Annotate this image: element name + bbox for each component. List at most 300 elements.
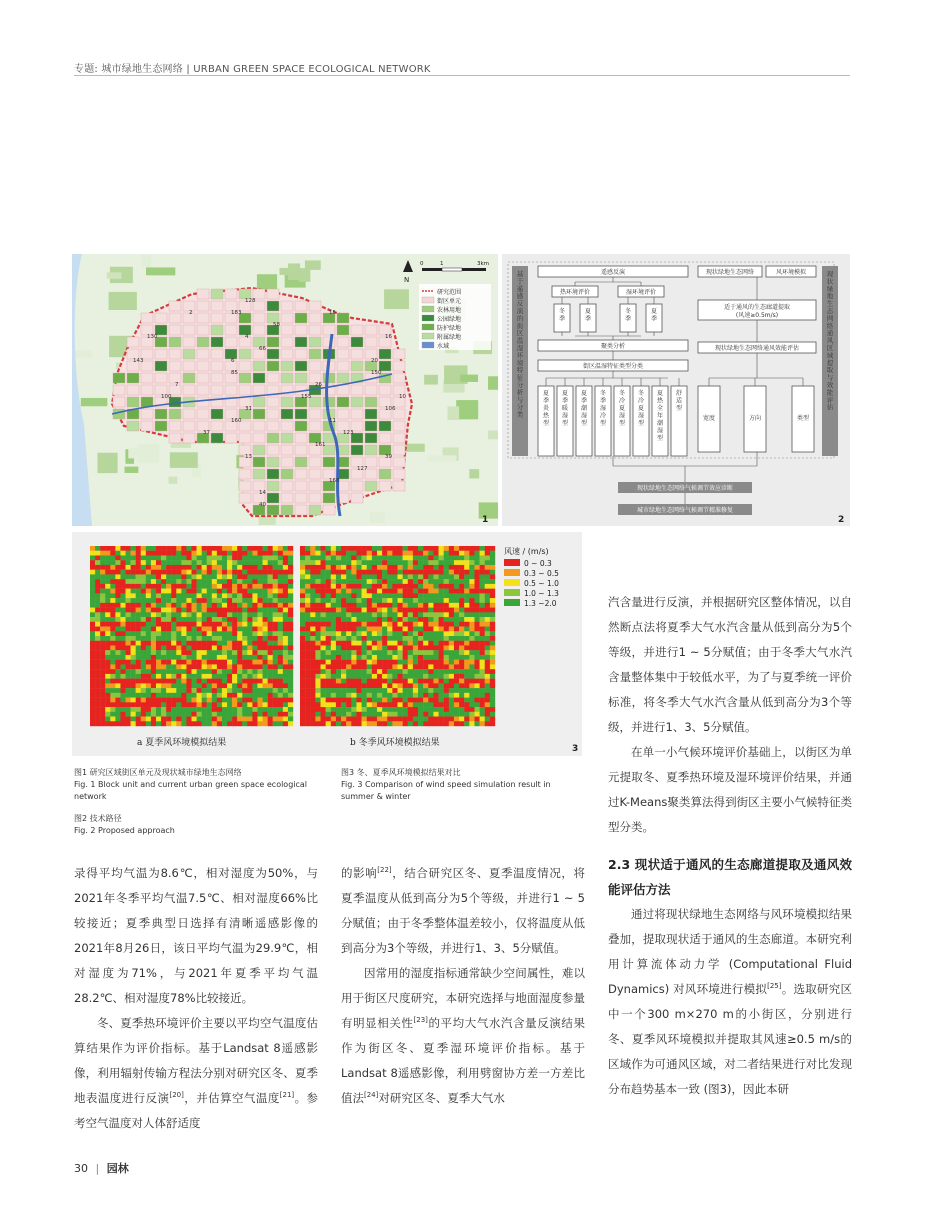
wind-cell xyxy=(263,664,268,669)
wind-cell xyxy=(166,712,171,717)
wind-cell xyxy=(252,622,257,627)
wind-cell xyxy=(300,655,305,660)
wind-cell xyxy=(341,645,346,650)
wind-cell xyxy=(263,560,268,565)
wind-cell xyxy=(156,707,161,712)
box-thermal-label: 热环境评价 xyxy=(559,289,591,296)
legend-swatch xyxy=(422,324,434,330)
wind-cell xyxy=(257,702,262,707)
block-unit-number: 66 xyxy=(259,346,266,352)
wind-cell xyxy=(490,622,495,627)
wind-cell xyxy=(283,674,288,679)
wind-cell xyxy=(351,622,356,627)
block-unit xyxy=(295,445,307,455)
wind-cell xyxy=(283,560,288,565)
wind-cell xyxy=(95,645,100,650)
col1-paragraph-1: 录得平均气温为8.6℃，相对湿度为50%，与2021年冬季平均气温7.5℃、相对湿度66%比较接近；夏季典型日选择有清晰遥感影像的2021年8月26日，该日平均气温为29.9℃，相对湿度为71%，与2021年夏季平均气温28.2℃、相对湿度78%比较接近。 xyxy=(74,866,318,1005)
wind-cell xyxy=(263,698,268,703)
wind-cell xyxy=(403,622,408,627)
wind-cell xyxy=(288,608,293,613)
wind-cell xyxy=(413,574,418,579)
wind-cell xyxy=(413,622,418,627)
wind-cell xyxy=(310,603,315,608)
wind-cell xyxy=(90,574,95,579)
wind-cell xyxy=(336,688,341,693)
wind-cell xyxy=(110,603,115,608)
wind-cell xyxy=(192,579,197,584)
citation-22[interactable]: [22] xyxy=(377,866,392,875)
wind-cell xyxy=(192,721,197,726)
block-unit xyxy=(379,385,391,395)
wind-cell xyxy=(372,636,377,641)
wind-cell xyxy=(413,655,418,660)
wind-cell xyxy=(268,683,273,688)
wind-cell xyxy=(464,636,469,641)
wind-cell xyxy=(156,555,161,560)
wind-cell xyxy=(176,683,181,688)
wind-cell xyxy=(202,645,207,650)
wind-cell xyxy=(326,593,331,598)
wind-cell xyxy=(141,598,146,603)
wind-cell xyxy=(315,584,320,589)
wind-cell xyxy=(449,702,454,707)
wind-cell xyxy=(115,627,120,632)
wind-cell xyxy=(413,683,418,688)
wind-cell xyxy=(351,679,356,684)
wind-cell xyxy=(439,721,444,726)
wind-cell xyxy=(485,636,490,641)
wind-cell xyxy=(242,702,247,707)
wind-cell xyxy=(288,546,293,551)
wind-cell xyxy=(105,664,110,669)
wind-cell xyxy=(126,579,131,584)
wind-cell xyxy=(105,608,110,613)
body-column-1 xyxy=(74,861,318,1136)
wind-cell xyxy=(433,608,438,613)
wind-cell xyxy=(146,603,151,608)
wind-cell xyxy=(480,641,485,646)
wind-cell xyxy=(454,693,459,698)
wind-cell xyxy=(418,593,423,598)
wind-cell xyxy=(356,650,361,655)
wind-cell xyxy=(268,707,273,712)
wind-cell xyxy=(444,589,449,594)
wind-cell xyxy=(186,693,191,698)
wind-cell xyxy=(257,707,262,712)
wind-cell xyxy=(310,593,315,598)
wind-cell xyxy=(161,655,166,660)
wind-cell xyxy=(95,551,100,556)
wind-cell xyxy=(382,574,387,579)
wind-cell xyxy=(237,669,242,674)
wind-cell xyxy=(278,603,283,608)
wind-cell xyxy=(423,679,428,684)
wind-cell xyxy=(336,698,341,703)
wind-cell xyxy=(454,593,459,598)
wind-cell xyxy=(120,574,125,579)
wind-cell xyxy=(100,584,105,589)
wind-cell xyxy=(331,622,336,627)
wind-cell xyxy=(126,584,131,589)
wind-cell xyxy=(331,608,336,613)
wind-cell xyxy=(356,721,361,726)
wind-cell xyxy=(305,546,310,551)
box-humid-summer-label: 夏季 xyxy=(650,308,658,323)
wind-cell xyxy=(120,669,125,674)
wind-cell xyxy=(247,589,252,594)
wind-cell xyxy=(247,627,252,632)
wind-cell xyxy=(490,598,495,603)
wind-cell xyxy=(305,655,310,660)
wind-cell xyxy=(305,551,310,556)
wind-cell xyxy=(202,698,207,703)
wind-cell xyxy=(136,579,141,584)
wind-cell xyxy=(367,717,372,722)
wind-cell xyxy=(300,707,305,712)
citation-20[interactable]: [20] xyxy=(169,1091,184,1100)
wind-cell xyxy=(136,721,141,726)
wind-cell xyxy=(186,560,191,565)
block-unit xyxy=(393,433,405,443)
wind-cell xyxy=(490,579,495,584)
wind-cell xyxy=(166,698,171,703)
wind-cell xyxy=(126,660,131,665)
wind-cell xyxy=(197,627,202,632)
wind-cell xyxy=(161,707,166,712)
wind-cell xyxy=(151,702,156,707)
wind-cell xyxy=(197,669,202,674)
wind-cell xyxy=(131,612,136,617)
wind-cell xyxy=(336,674,341,679)
wind-cell xyxy=(387,617,392,622)
wind-cell xyxy=(283,598,288,603)
wind-cell xyxy=(90,598,95,603)
wind-cell xyxy=(433,707,438,712)
block-unit xyxy=(141,385,153,395)
wind-cell xyxy=(444,717,449,722)
box-type-label: 类型 xyxy=(796,415,810,422)
wind-cell xyxy=(459,574,464,579)
wind-cell xyxy=(403,560,408,565)
wind-cell xyxy=(469,551,474,556)
block-unit xyxy=(309,457,321,467)
wind-cell xyxy=(126,650,131,655)
wind-cell xyxy=(202,631,207,636)
wind-cell xyxy=(131,645,136,650)
wind-cell xyxy=(197,645,202,650)
wind-cell xyxy=(341,664,346,669)
wind-cell xyxy=(300,612,305,617)
wind-cell xyxy=(171,712,176,717)
wind-cell xyxy=(283,655,288,660)
block-unit xyxy=(393,349,405,359)
wind-cell xyxy=(242,560,247,565)
wind-cell xyxy=(283,593,288,598)
wind-cell xyxy=(186,603,191,608)
wind-cell xyxy=(151,560,156,565)
wind-cell xyxy=(433,674,438,679)
wind-cell xyxy=(202,617,207,622)
wind-cell xyxy=(423,579,428,584)
wind-cell xyxy=(315,660,320,665)
wind-cell xyxy=(321,608,326,613)
citation-23[interactable]: [23] xyxy=(413,1016,428,1025)
block-unit xyxy=(281,325,293,335)
wind-cell xyxy=(197,636,202,641)
wind-cell xyxy=(115,589,120,594)
wind-cell xyxy=(126,669,131,674)
wind-cell xyxy=(356,712,361,717)
block-unit xyxy=(295,505,307,515)
wind-cell xyxy=(444,655,449,660)
wind-cell xyxy=(217,560,222,565)
wind-cell xyxy=(217,589,222,594)
wind-cell xyxy=(474,702,479,707)
wind-cell xyxy=(100,650,105,655)
wind-cell xyxy=(126,717,131,722)
wind-cell xyxy=(131,560,136,565)
wind-cell xyxy=(341,688,346,693)
citation-21[interactable]: [21] xyxy=(279,1091,295,1100)
wind-cell xyxy=(305,565,310,570)
wind-cell xyxy=(439,560,444,565)
wind-cell xyxy=(242,570,247,575)
wind-cell xyxy=(151,579,156,584)
wind-cell xyxy=(418,570,423,575)
wind-cell xyxy=(367,565,372,570)
block-unit xyxy=(267,493,279,503)
wind-cell xyxy=(120,702,125,707)
wind-cell xyxy=(110,565,115,570)
wind-cell xyxy=(141,641,146,646)
wind-cell xyxy=(321,560,326,565)
wind-cell xyxy=(408,551,413,556)
wind-cell xyxy=(382,712,387,717)
wind-cell xyxy=(367,593,372,598)
wind-cell xyxy=(356,584,361,589)
wind-cell xyxy=(485,574,490,579)
wind-cell xyxy=(166,584,171,589)
wind-cell xyxy=(377,641,382,646)
wind-cell xyxy=(95,717,100,722)
wind-cell xyxy=(346,688,351,693)
wind-cell xyxy=(120,551,125,556)
wind-cell xyxy=(367,641,372,646)
wind-cell xyxy=(367,551,372,556)
wind-cell xyxy=(268,560,273,565)
legend-label: 附属绿地 xyxy=(437,334,462,341)
wind-cell xyxy=(326,655,331,660)
block-unit xyxy=(253,445,265,455)
wind-cell xyxy=(288,593,293,598)
wind-cell xyxy=(90,546,95,551)
wind-cell xyxy=(283,717,288,722)
wind-cell xyxy=(212,636,217,641)
wind-cell xyxy=(176,584,181,589)
wind-cell xyxy=(192,551,197,556)
wind-cell xyxy=(372,617,377,622)
wind-cell xyxy=(192,641,197,646)
wind-cell xyxy=(403,636,408,641)
wind-cell xyxy=(387,555,392,560)
wind-cell xyxy=(367,679,372,684)
wind-cell xyxy=(181,669,186,674)
block-unit xyxy=(169,325,181,335)
wind-cell xyxy=(197,560,202,565)
wind-cell xyxy=(315,636,320,641)
block-unit xyxy=(267,457,279,467)
wind-cell xyxy=(341,560,346,565)
wind-cell xyxy=(321,683,326,688)
wind-cell xyxy=(115,551,120,556)
wind-cell xyxy=(110,589,115,594)
wind-cell xyxy=(247,641,252,646)
wind-cell xyxy=(207,565,212,570)
wind-cell xyxy=(171,570,176,575)
wind-cell xyxy=(100,702,105,707)
wind-cell xyxy=(136,565,141,570)
wind-cell xyxy=(283,679,288,684)
wind-cell xyxy=(454,598,459,603)
wind-cell xyxy=(341,707,346,712)
figure-2-svg xyxy=(502,254,850,526)
wind-cell xyxy=(141,712,146,717)
wind-cell xyxy=(171,721,176,726)
wind-cell xyxy=(131,598,136,603)
wind-cell xyxy=(392,574,397,579)
wind-cell xyxy=(120,631,125,636)
wind-cell xyxy=(367,645,372,650)
wind-cell xyxy=(444,631,449,636)
wind-cell xyxy=(315,679,320,684)
wind-cell xyxy=(315,655,320,660)
wind-cell xyxy=(207,702,212,707)
wind-cell xyxy=(268,645,273,650)
wind-cell xyxy=(105,631,110,636)
wind-cell xyxy=(120,683,125,688)
wind-cell xyxy=(197,660,202,665)
wind-cell xyxy=(120,650,125,655)
wind-cell xyxy=(161,574,166,579)
wind-cell xyxy=(212,560,217,565)
box-humid-winter-label: 冬季 xyxy=(624,308,632,323)
wind-cell xyxy=(321,674,326,679)
wind-cell xyxy=(161,560,166,565)
caption-fig3-en: Fig. 3 Comparison of wind speed simulation result in summer & winter xyxy=(341,780,551,801)
citation-25[interactable]: [25] xyxy=(767,982,782,991)
wind-cell xyxy=(428,622,433,627)
wind-cell xyxy=(326,688,331,693)
wind-cell xyxy=(131,570,136,575)
wind-cell xyxy=(247,570,252,575)
wind-cell xyxy=(433,679,438,684)
wind-cell xyxy=(232,622,237,627)
wind-cell xyxy=(449,669,454,674)
wind-cell xyxy=(247,674,252,679)
wind-cell xyxy=(115,612,120,617)
scale-tick-0: 0 xyxy=(420,261,424,267)
wind-cell xyxy=(433,598,438,603)
wind-cell xyxy=(464,688,469,693)
wind-cell xyxy=(444,584,449,589)
wind-cell xyxy=(351,636,356,641)
wind-cell xyxy=(283,617,288,622)
wind-cell xyxy=(146,650,151,655)
wind-cell xyxy=(232,608,237,613)
wind-cell xyxy=(217,593,222,598)
wind-cell xyxy=(387,546,392,551)
wind-cell xyxy=(474,636,479,641)
block-unit xyxy=(281,373,293,383)
wind-cell xyxy=(464,650,469,655)
wind-cell xyxy=(131,693,136,698)
block-unit xyxy=(295,457,307,467)
map-background-patch xyxy=(456,400,478,419)
citation-24[interactable]: [24] xyxy=(364,1091,379,1100)
wind-cell xyxy=(136,717,141,722)
wind-cell xyxy=(382,683,387,688)
wind-cell xyxy=(136,560,141,565)
wind-cell xyxy=(247,612,252,617)
wind-cell xyxy=(418,631,423,636)
wind-cell xyxy=(362,551,367,556)
wind-cell xyxy=(367,603,372,608)
wind-cell xyxy=(341,579,346,584)
wind-cell xyxy=(474,584,479,589)
wind-cell xyxy=(192,593,197,598)
wind-cell xyxy=(217,641,222,646)
wind-cell xyxy=(305,664,310,669)
wind-cell xyxy=(171,650,176,655)
wind-cell xyxy=(273,717,278,722)
wind-cell xyxy=(392,655,397,660)
wind-cell xyxy=(278,546,283,551)
wind-cell xyxy=(398,721,403,726)
fig3-legend-swatch xyxy=(504,589,520,596)
block-unit-number: 183 xyxy=(231,310,242,316)
wind-cell xyxy=(283,688,288,693)
wind-cell xyxy=(413,579,418,584)
wind-cell xyxy=(346,627,351,632)
block-unit-number: 106 xyxy=(385,406,396,412)
wind-cell xyxy=(490,551,495,556)
wind-cell xyxy=(362,565,367,570)
wind-cell xyxy=(273,664,278,669)
block-unit xyxy=(211,301,223,311)
wind-cell xyxy=(326,617,331,622)
wind-cell xyxy=(156,622,161,627)
wind-cell xyxy=(356,683,361,688)
wind-cell xyxy=(300,641,305,646)
block-unit xyxy=(267,337,279,347)
wind-cell xyxy=(464,565,469,570)
wind-cell xyxy=(341,683,346,688)
wind-cell xyxy=(392,612,397,617)
block-unit xyxy=(169,349,181,359)
wind-cell xyxy=(257,608,262,613)
block-unit xyxy=(225,289,237,299)
wind-cell xyxy=(176,608,181,613)
wind-cell xyxy=(356,598,361,603)
wind-cell xyxy=(346,641,351,646)
wind-cell xyxy=(367,589,372,594)
wind-cell xyxy=(362,669,367,674)
wind-cell xyxy=(398,570,403,575)
wind-cell xyxy=(336,717,341,722)
wind-cell xyxy=(247,546,252,551)
wind-cell xyxy=(351,612,356,617)
block-unit xyxy=(281,481,293,491)
